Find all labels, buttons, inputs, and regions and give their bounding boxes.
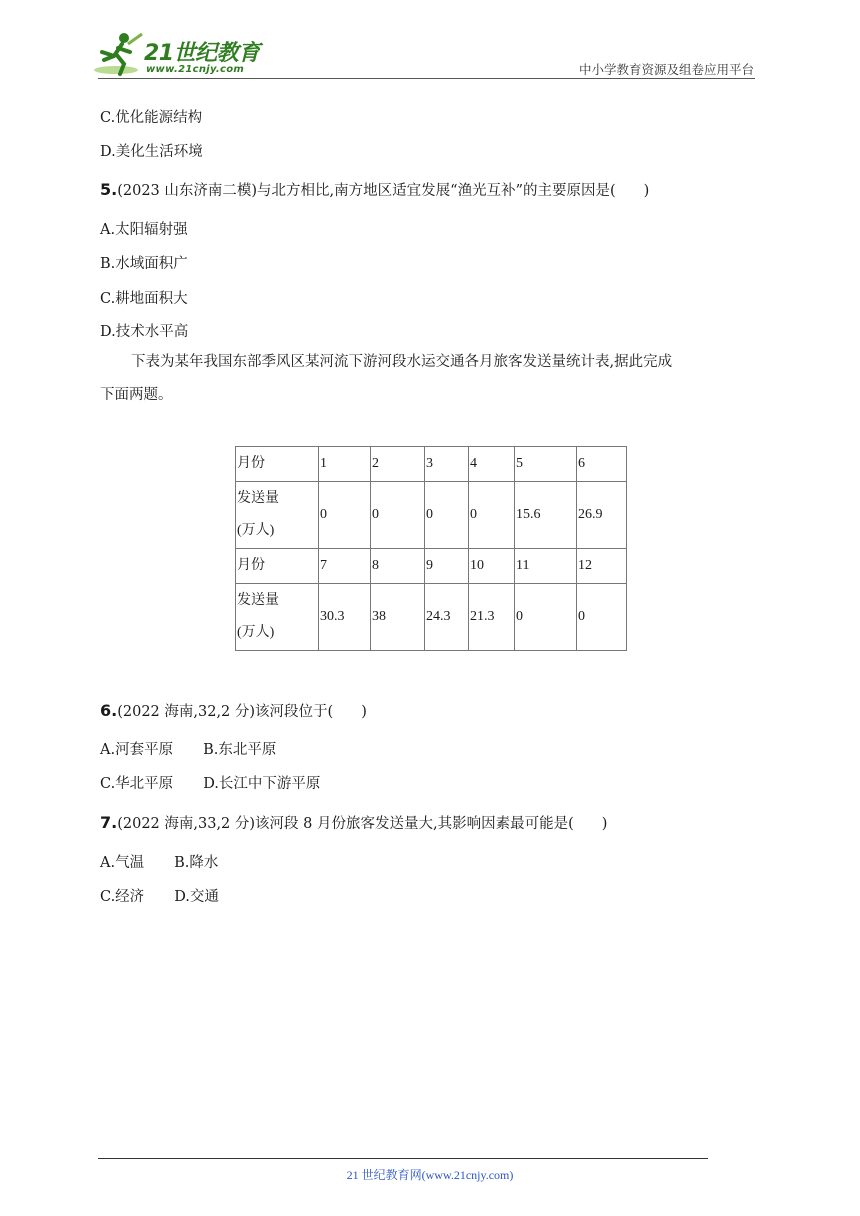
table-cell: 8 <box>371 549 425 584</box>
volume-header <box>236 584 319 651</box>
q6-option-a: A.河套平原 <box>100 742 174 758</box>
q6-options-row-1 <box>100 738 276 759</box>
table-cell: 5 <box>515 447 577 482</box>
q4-option-c: C.优化能源结构 <box>100 110 203 126</box>
q7-option-b: B.降水 <box>174 855 219 871</box>
q6-option-d: D.长江中下游平原 <box>203 776 321 792</box>
q5-option-a: A.太阳辐射强 <box>100 222 188 238</box>
q5-stem <box>100 179 649 200</box>
table-cell: 0 <box>577 584 627 651</box>
q5-option-c: C.耕地面积大 <box>100 291 188 307</box>
table-cell: 9 <box>425 549 469 584</box>
q7-option-d: D.交通 <box>174 889 219 905</box>
table-cell: 0 <box>515 584 577 651</box>
table-cell: 10 <box>469 549 515 584</box>
table-cell: 3 <box>425 447 469 482</box>
q5-close: ) <box>643 183 650 199</box>
intro-line-2: 下面两题。 <box>100 387 173 403</box>
q6-close: ) <box>361 704 367 720</box>
footer-link[interactable]: 21 世纪教育网(www.21cnjy.com) <box>346 1168 514 1182</box>
table-cell: 30.3 <box>319 584 371 651</box>
table-cell: 0 <box>371 482 425 549</box>
logo-text: 21世纪教育 <box>144 41 260 66</box>
header-divider <box>98 78 755 79</box>
table-row <box>236 549 627 584</box>
q7-stem <box>100 812 607 833</box>
table-cell: 11 <box>515 549 577 584</box>
header-slogan: 中小学教育资源及组卷应用平台 <box>578 62 754 77</box>
volume-unit: (万人) <box>237 625 275 640</box>
volume-label: 发送量 <box>237 491 279 506</box>
table-cell: 7 <box>319 549 371 584</box>
page-header <box>0 0 860 90</box>
q7-text: (2022 海南,33,2 分)该河段 8 月份旅客发送量大,其影响因素最可能是( <box>117 816 574 832</box>
logo-url: www.21cnjy.com <box>146 64 245 75</box>
q7-option-c: C.经济 <box>100 889 145 905</box>
q6-option-b: B.东北平原 <box>203 742 277 758</box>
table-row <box>236 584 627 651</box>
q4-option-d: D.美化生活环境 <box>100 144 203 160</box>
table-cell: 2 <box>371 447 425 482</box>
table-cell: 0 <box>319 482 371 549</box>
q5-number: 5. <box>100 180 118 199</box>
material-intro <box>100 346 765 412</box>
table-cell: 21.3 <box>469 584 515 651</box>
volume-header <box>236 482 319 549</box>
table-cell: 26.9 <box>577 482 627 549</box>
q7-number: 7. <box>100 813 118 832</box>
table-cell: 15.6 <box>515 482 577 549</box>
footer-divider <box>98 1158 708 1159</box>
table-cell: 12 <box>577 549 627 584</box>
month-header: 月份 <box>236 549 319 584</box>
q5-option-d: D.技术水平高 <box>100 324 189 340</box>
q6-stem <box>100 700 367 721</box>
q6-text: (2022 海南,32,2 分)该河段位于( <box>117 704 334 720</box>
q6-options-row-2 <box>100 772 320 793</box>
q5-option-b: B.水域面积广 <box>100 256 188 272</box>
q7-close: ) <box>601 816 608 832</box>
q5-text: (2023 山东济南二模)与北方相比,南方地区适宜发展“渔光互补”的主要原因是( <box>117 183 616 199</box>
table-cell: 4 <box>469 447 515 482</box>
intro-line-1: 下表为某年我国东部季风区某河流下游河段水运交通各月旅客发送量统计表,据此完成 <box>131 354 673 370</box>
volume-label: 发送量 <box>237 593 279 608</box>
table-cell: 24.3 <box>425 584 469 651</box>
table-row <box>236 482 627 549</box>
table-cell: 1 <box>319 447 371 482</box>
q6-option-c: C.华北平原 <box>100 776 174 792</box>
q7-options-row-1 <box>100 851 218 872</box>
volume-unit: (万人) <box>237 523 275 538</box>
q6-number: 6. <box>100 701 118 720</box>
table-cell: 6 <box>577 447 627 482</box>
q7-option-a: A.气温 <box>100 855 145 871</box>
table-cell: 0 <box>469 482 515 549</box>
table-cell: 38 <box>371 584 425 651</box>
table-row <box>236 447 627 482</box>
q7-options-row-2 <box>100 885 219 906</box>
table-cell: 0 <box>425 482 469 549</box>
passenger-volume-table <box>235 446 627 651</box>
month-header: 月份 <box>236 447 319 482</box>
